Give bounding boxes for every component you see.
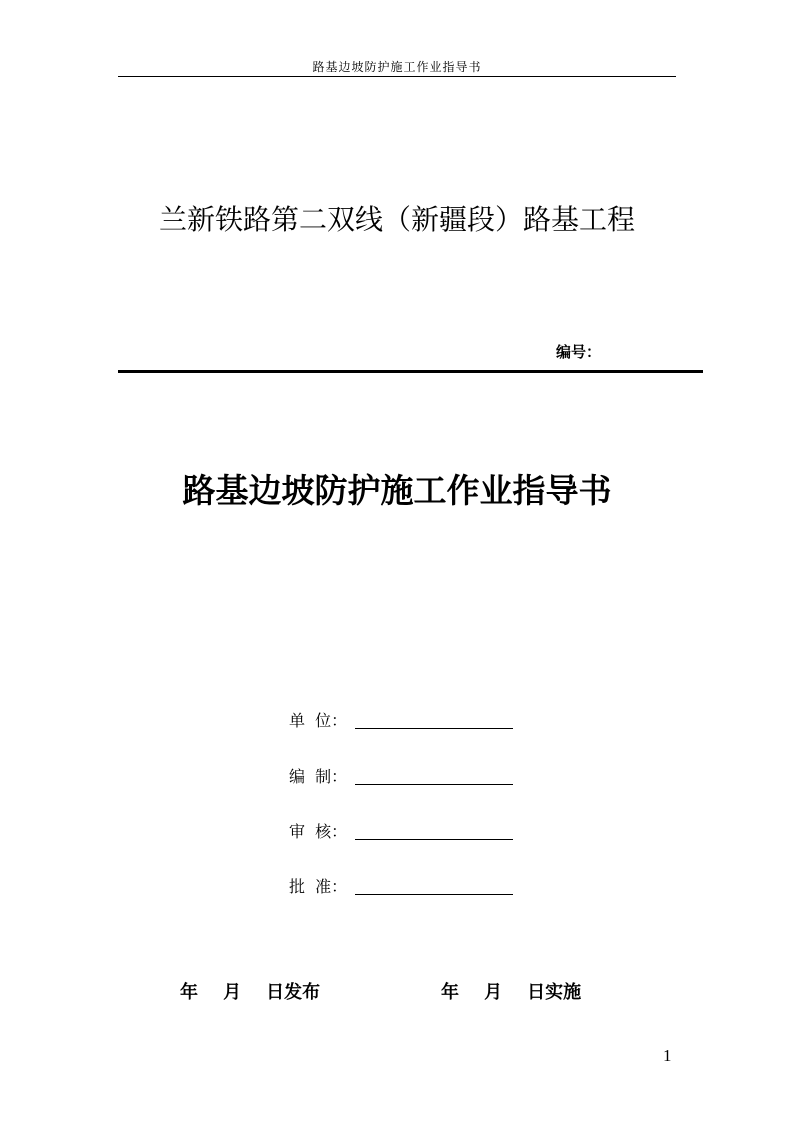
field-compiled-label: 编 制：: [289, 767, 348, 786]
implement-date: 年 月 日实施: [441, 982, 582, 1003]
field-unit-line: [355, 728, 513, 729]
field-approve-line: [355, 894, 513, 895]
field-review-line: [355, 839, 513, 840]
field-approve-label: 批 准：: [289, 877, 348, 896]
doc-number-label: 编号：: [556, 343, 602, 361]
header-divider: [118, 76, 676, 77]
document-title: 路基边坡防护施工作业指导书: [182, 471, 612, 510]
project-title: 兰新铁路第二双线（新疆段）路基工程: [158, 203, 635, 236]
field-review-label: 审 核：: [289, 822, 348, 841]
title-divider: [118, 370, 703, 373]
publish-date: 年 月 日发布: [180, 982, 321, 1003]
field-unit-label: 单 位：: [289, 711, 348, 730]
running-header: 路基边坡防护施工作业指导书: [312, 60, 482, 74]
field-compiled-line: [355, 784, 513, 785]
page-number: 1: [663, 1046, 672, 1065]
